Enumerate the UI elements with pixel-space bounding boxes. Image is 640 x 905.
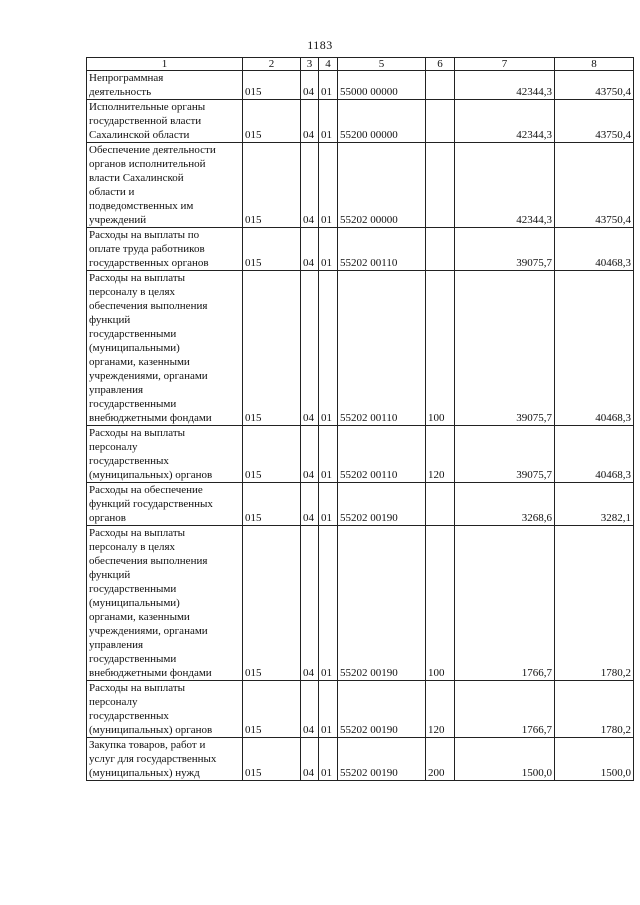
cell-target-article: 55202 00190: [338, 483, 426, 526]
cell-amount-col7: 1500,0: [455, 738, 555, 781]
table-body: [87, 58, 634, 781]
cell-amount-col7: 42344,3: [455, 71, 555, 100]
cell-ministry-code: 015: [243, 483, 301, 526]
cell-expense-name: [87, 100, 243, 143]
cell-amount-col8: 1500,0: [555, 738, 634, 781]
cell-subsection: 01: [319, 143, 338, 228]
expense-name-line: государственных: [89, 455, 169, 467]
cell-expense-type: [426, 100, 455, 143]
expense-name-line: (муниципальными): [89, 597, 180, 609]
expense-name-line: Исполнительные органы: [89, 101, 206, 113]
expense-name-line: государственными: [89, 583, 177, 595]
cell-amount-col8: 40468,3: [555, 426, 634, 483]
cell-expense-name: [87, 738, 243, 781]
expense-name-line: персоналу в целях: [89, 286, 176, 298]
cell-target-article: 55202 00110: [338, 228, 426, 271]
cell-amount-col8: 3282,1: [555, 483, 634, 526]
cell-section: 04: [301, 271, 319, 426]
expense-name-line: органов: [89, 512, 126, 524]
cell-section: 04: [301, 738, 319, 781]
cell-expense-name: [87, 483, 243, 526]
table-row: [87, 426, 634, 483]
cell-target-article: 55202 00190: [338, 738, 426, 781]
cell-expense-name: [87, 228, 243, 271]
cell-amount-col7: 42344,3: [455, 143, 555, 228]
cell-expense-type: 100: [426, 271, 455, 426]
header-cell: 7: [455, 58, 555, 71]
cell-ministry-code: 015: [243, 526, 301, 681]
header-cell: 5: [338, 58, 426, 71]
cell-ministry-code: 015: [243, 681, 301, 738]
cell-expense-type: 200: [426, 738, 455, 781]
cell-ministry-code: 015: [243, 143, 301, 228]
cell-section: 04: [301, 71, 319, 100]
header-cell: 1: [87, 58, 243, 71]
table-row: [87, 100, 634, 143]
cell-expense-name: [87, 271, 243, 426]
cell-amount-col7: 1766,7: [455, 526, 555, 681]
cell-section: 04: [301, 228, 319, 271]
expense-name-line: (муниципальными): [89, 342, 180, 354]
table-row: [87, 526, 634, 681]
expense-name-line: внебюджетными фондами: [89, 412, 212, 424]
expense-name-line: функций: [89, 569, 131, 581]
expense-name-line: (муниципальных) нужд: [89, 767, 200, 779]
expense-name-line: (муниципальных) органов: [89, 724, 213, 736]
cell-ministry-code: 015: [243, 228, 301, 271]
expense-name-line: функций государственных: [89, 498, 213, 510]
cell-target-article: 55202 00190: [338, 526, 426, 681]
cell-target-article: 55202 00110: [338, 271, 426, 426]
budget-table: [86, 57, 634, 781]
table-row: [87, 681, 634, 738]
expense-name-line: Расходы на обеспечение: [89, 484, 203, 496]
expense-name-line: управления: [89, 639, 144, 651]
header-cell: 3: [301, 58, 319, 71]
expense-name-line: Сахалинской области: [89, 129, 190, 141]
expense-name-line: учреждений: [89, 214, 147, 226]
cell-expense-type: 100: [426, 526, 455, 681]
expense-name-line: органами, казенными: [89, 611, 190, 623]
cell-amount-col8: 43750,4: [555, 71, 634, 100]
expense-name-line: оплате труда работников: [89, 243, 205, 255]
cell-target-article: 55202 00110: [338, 426, 426, 483]
cell-amount-col8: 43750,4: [555, 100, 634, 143]
cell-amount-col8: 43750,4: [555, 143, 634, 228]
cell-amount-col8: 40468,3: [555, 228, 634, 271]
cell-subsection: 01: [319, 100, 338, 143]
expense-name-line: услуг для государственных: [89, 753, 217, 765]
expense-name-line: Расходы на выплаты по: [89, 229, 200, 241]
expense-name-line: Расходы на выплаты: [89, 682, 186, 694]
header-cell: 6: [426, 58, 455, 71]
expense-name-line: государственными: [89, 398, 177, 410]
cell-ministry-code: 015: [243, 738, 301, 781]
header-cell: 2: [243, 58, 301, 71]
cell-amount-col7: 1766,7: [455, 681, 555, 738]
cell-ministry-code: 015: [243, 271, 301, 426]
cell-subsection: 01: [319, 526, 338, 681]
table-row: [87, 143, 634, 228]
cell-ministry-code: 015: [243, 71, 301, 100]
cell-target-article: 55000 00000: [338, 71, 426, 100]
cell-amount-col7: 42344,3: [455, 100, 555, 143]
cell-expense-type: 120: [426, 681, 455, 738]
expense-name-line: управления: [89, 384, 144, 396]
table-header-row: [87, 58, 634, 71]
expense-name-line: государственными: [89, 653, 177, 665]
expense-name-line: учреждениями, органами: [89, 370, 208, 382]
expense-name-line: государственных: [89, 710, 169, 722]
table-row: [87, 738, 634, 781]
cell-section: 04: [301, 143, 319, 228]
expense-name-line: Обеспечение деятельности: [89, 144, 216, 156]
cell-expense-type: [426, 71, 455, 100]
cell-expense-name: [87, 681, 243, 738]
header-cell: 4: [319, 58, 338, 71]
cell-expense-name: [87, 526, 243, 681]
cell-target-article: 55202 00000: [338, 143, 426, 228]
cell-amount-col8: 40468,3: [555, 271, 634, 426]
expense-name-line: обеспечения выполнения: [89, 555, 208, 567]
table-row: [87, 483, 634, 526]
cell-expense-name: [87, 143, 243, 228]
expense-name-line: Непрограммная: [89, 72, 164, 84]
cell-amount-col7: 39075,7: [455, 426, 555, 483]
cell-ministry-code: 015: [243, 100, 301, 143]
expense-name-line: органами, казенными: [89, 356, 190, 368]
table-row: [87, 228, 634, 271]
cell-expense-type: [426, 483, 455, 526]
cell-expense-name: [87, 426, 243, 483]
cell-subsection: 01: [319, 426, 338, 483]
expense-name-line: персоналу: [89, 696, 138, 708]
expense-name-line: власти Сахалинской: [89, 172, 184, 184]
expense-name-line: Расходы на выплаты: [89, 272, 186, 284]
cell-expense-type: [426, 228, 455, 271]
expense-name-line: подведомственных им: [89, 200, 194, 212]
cell-target-article: 55202 00190: [338, 681, 426, 738]
cell-expense-type: [426, 143, 455, 228]
cell-amount-col8: 1780,2: [555, 681, 634, 738]
expense-name-line: государственных органов: [89, 257, 209, 269]
cell-amount-col8: 1780,2: [555, 526, 634, 681]
cell-subsection: 01: [319, 681, 338, 738]
cell-section: 04: [301, 426, 319, 483]
cell-section: 04: [301, 681, 319, 738]
expense-name-line: обеспечения выполнения: [89, 300, 208, 312]
cell-subsection: 01: [319, 483, 338, 526]
expense-name-line: персоналу в целях: [89, 541, 176, 553]
cell-target-article: 55200 00000: [338, 100, 426, 143]
cell-subsection: 01: [319, 271, 338, 426]
cell-amount-col7: 3268,6: [455, 483, 555, 526]
expense-name-line: деятельность: [89, 86, 152, 98]
cell-section: 04: [301, 483, 319, 526]
cell-subsection: 01: [319, 71, 338, 100]
expense-name-line: учреждениями, органами: [89, 625, 208, 637]
expense-name-line: государственными: [89, 328, 177, 340]
expense-name-line: функций: [89, 314, 131, 326]
header-cell: 8: [555, 58, 634, 71]
expense-name-line: Расходы на выплаты: [89, 427, 186, 439]
expense-name-line: Закупка товаров, работ и: [89, 739, 206, 751]
cell-expense-name: [87, 71, 243, 100]
table-row: [87, 271, 634, 426]
cell-subsection: 01: [319, 738, 338, 781]
table-row: [87, 71, 634, 100]
cell-section: 04: [301, 526, 319, 681]
cell-section: 04: [301, 100, 319, 143]
expense-name-line: персоналу: [89, 441, 138, 453]
expense-name-line: Расходы на выплаты: [89, 527, 186, 539]
cell-amount-col7: 39075,7: [455, 271, 555, 426]
cell-amount-col7: 39075,7: [455, 228, 555, 271]
expense-name-line: органов исполнительной: [89, 158, 206, 170]
cell-ministry-code: 015: [243, 426, 301, 483]
cell-expense-type: 120: [426, 426, 455, 483]
page-number: 1183: [307, 38, 333, 52]
expense-name-line: государственной власти: [89, 115, 202, 127]
expense-name-line: внебюджетными фондами: [89, 667, 212, 679]
expense-name-line: (муниципальных) органов: [89, 469, 213, 481]
expense-name-line: области и: [89, 186, 135, 198]
cell-subsection: 01: [319, 228, 338, 271]
